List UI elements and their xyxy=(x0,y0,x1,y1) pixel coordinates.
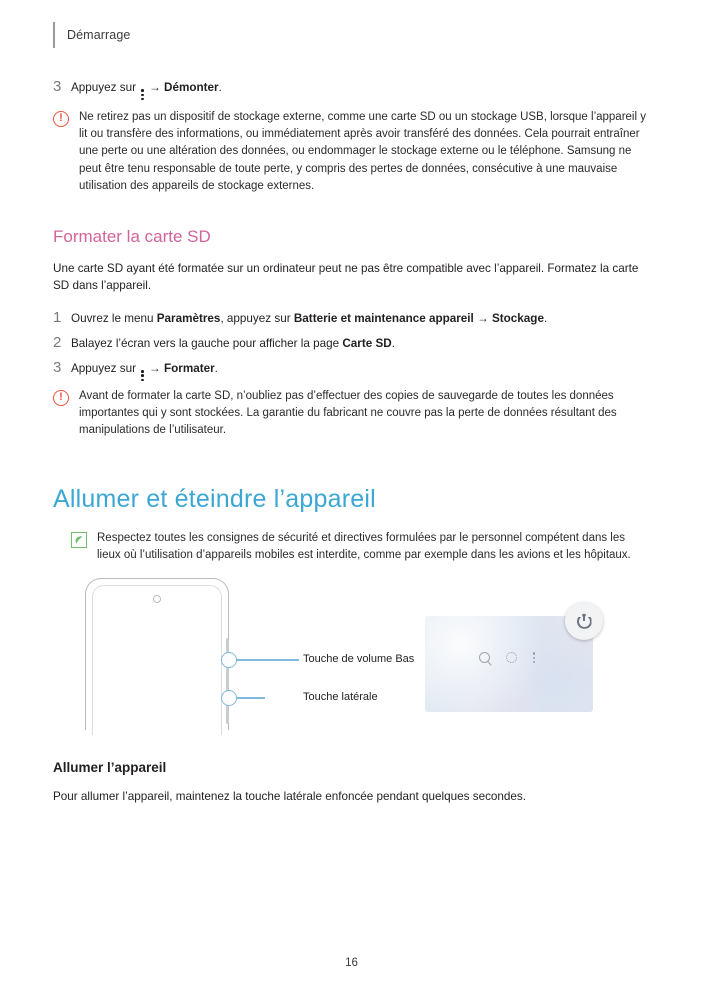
turn-on-text: Pour allumer l’appareil, maintenez la touche latérale enfoncée pendant quelques secondes. xyxy=(53,789,527,803)
step-part: Balayez l’écran vers la gauche pour afficher la page xyxy=(71,336,343,350)
kebab-menu-icon xyxy=(141,89,144,101)
step-swipe-sd xyxy=(53,334,650,353)
power-figure xyxy=(53,578,650,758)
header-title: Démarrage xyxy=(67,27,131,42)
warning-icon: ! xyxy=(53,390,69,406)
callout-volume-down: Touche de volume Bas xyxy=(303,653,415,666)
volume-down-marker xyxy=(221,652,237,668)
note-block-safety xyxy=(71,530,650,565)
kebab-menu-icon xyxy=(141,370,144,382)
step-number: 2 xyxy=(53,333,62,351)
step-arrow: → xyxy=(149,81,161,94)
step-bold: Formater xyxy=(164,361,215,375)
phone-side-edge xyxy=(226,638,229,724)
warning-icon: ! xyxy=(53,111,69,127)
step-number: 3 xyxy=(53,78,62,95)
step-bold: Paramètres xyxy=(156,311,221,325)
step-text xyxy=(71,78,222,101)
step-bold: Carte SD xyxy=(342,336,392,350)
step-bold: Stockage xyxy=(491,311,544,325)
note-text: Respectez toutes les consignes de sécurité et directives formulées par le personnel compétent dans les lieux où l’utilisation d’appareils mobiles est interdite, comme par exemple dans les avions et les hôpitaux. xyxy=(97,531,631,561)
step-open-settings xyxy=(53,309,650,328)
side-key-leader-line xyxy=(237,697,265,698)
page-header xyxy=(53,22,130,48)
chapter-heading-power: Allumer et éteindre l’appareil xyxy=(53,485,376,514)
subsection-heading-turn-on: Allumer l’appareil xyxy=(53,760,167,776)
warning-text: Ne retirez pas un dispositif de stockage externe, comme une carte SD ou un stockage USB, lorsque l’appareil y lit ou transfère des informations, ou immédiatement après avoir transféré des données. Cela pourrait entraîner une perte ou une altération des données, ou endommager le stockage externe ou le téléphone. Samsung ne peut être tenu responsable de toute perte, y compris des pertes de données, consécutive à une mauvaise utilisation des appareils de stockage externes. xyxy=(79,110,646,192)
step-text xyxy=(71,334,395,353)
step-number: 1 xyxy=(53,308,62,326)
warning-block-backup xyxy=(53,388,650,440)
step-part: . xyxy=(391,336,395,350)
page-number: 16 xyxy=(345,957,358,970)
step-part: . xyxy=(543,311,548,325)
phone-screen-outline xyxy=(92,585,222,735)
format-sd-intro: Une carte SD ayant été formatée sur un ordinateur peut ne pas être compatible avec l’appareil. Formatez la carte SD dans l’appareil. xyxy=(53,261,639,293)
step-prefix: Appuyez sur xyxy=(71,81,136,94)
warning-block-remove xyxy=(53,109,650,195)
step-part: Appuyez sur xyxy=(71,361,140,375)
section-heading-format-sd: Formater la carte SD xyxy=(53,227,211,247)
step-number: 3 xyxy=(53,358,62,376)
step-bold: Batterie et maintenance appareil xyxy=(293,311,474,325)
step-part: → xyxy=(473,311,492,325)
step-target: Démonter xyxy=(164,81,219,94)
gear-icon xyxy=(506,652,517,663)
power-menu-screenshot xyxy=(425,616,593,712)
callout-side-key: Touche latérale xyxy=(303,691,378,704)
step-format xyxy=(53,359,650,382)
screenshot-icon-row xyxy=(479,652,535,663)
step-part: . xyxy=(214,361,218,375)
page-content xyxy=(53,78,650,819)
step-text xyxy=(71,359,218,382)
step-part: → xyxy=(145,361,164,375)
kebab-menu-icon xyxy=(533,652,535,663)
leaf-note-icon xyxy=(71,532,87,548)
step-unmount xyxy=(53,78,650,101)
power-glyph xyxy=(577,614,592,629)
step-part: , appuyez sur xyxy=(220,311,294,325)
power-button-icon xyxy=(565,602,603,640)
step-part: Ouvrez le menu xyxy=(71,311,157,325)
volume-down-leader-line xyxy=(237,659,299,660)
header-divider xyxy=(53,22,55,48)
warning-text: Avant de formater la carte SD, n’oubliez pas d’effectuer des copies de sauvegarde de toutes les données importantes qui y sont stockées. La garantie du fabricant ne couvre pas la perte de données résultant des manipulations de l’utilisateur. xyxy=(79,389,617,437)
step-suffix: . xyxy=(218,81,222,94)
phone-illustration xyxy=(85,578,229,730)
step-text xyxy=(71,309,547,328)
side-key-marker xyxy=(221,690,237,706)
search-icon xyxy=(479,652,490,663)
